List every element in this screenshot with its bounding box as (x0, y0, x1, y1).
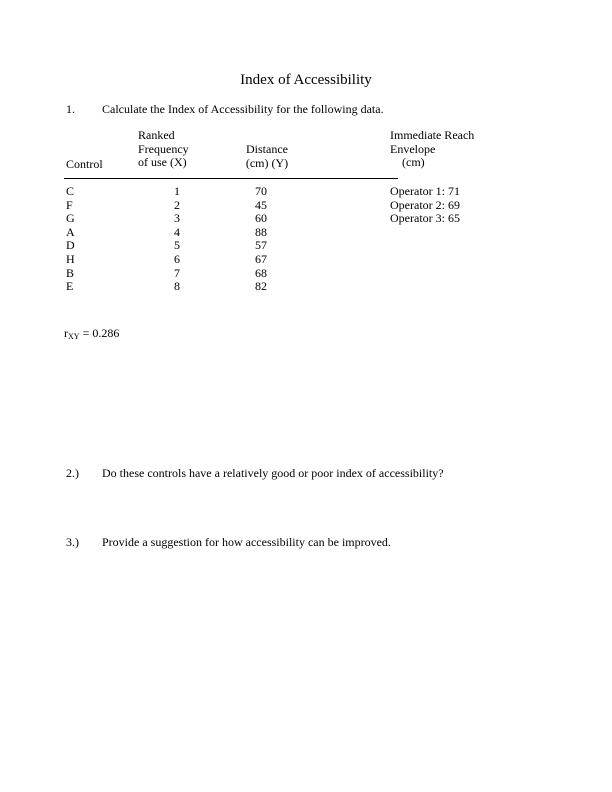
table-cell-distance: 82 (255, 279, 267, 294)
header-control: Control (66, 157, 103, 171)
table-cell-distance: 45 (255, 197, 267, 212)
table-cell-rank: 1 (174, 184, 180, 198)
table-cell-control: F (66, 197, 73, 212)
control-column (66, 185, 75, 294)
table-cell-rank: 3 (174, 211, 180, 226)
page-title: Index of Accessibility (240, 72, 372, 88)
table-cell-rank: 8 (174, 279, 180, 294)
table-cell-control: G (66, 211, 75, 226)
header-distance-line-2: (cm) (Y) (245, 155, 289, 170)
header-divider (64, 178, 398, 179)
table-cell-rank: 5 (174, 238, 180, 253)
distance-column (249, 185, 273, 294)
table-cell-rank: 6 (174, 251, 180, 266)
table-cell-distance: 88 (255, 224, 267, 239)
table-cell-distance: 60 (255, 211, 267, 226)
table-cell-rank: 4 (174, 224, 180, 239)
table-cell-control: E (66, 279, 74, 294)
table-cell-control: A (66, 224, 75, 239)
table-cell-distance: 67 (255, 251, 267, 266)
correlation-result (64, 326, 119, 341)
question-1-text: Calculate the Index of Accessibility for the following data. (102, 102, 384, 116)
question-1-number: 1. (66, 102, 75, 116)
header-distance-line-1: Distance (246, 142, 288, 156)
header-ranked-line-2: Frequency (138, 141, 189, 156)
operator-reach-value: Operator 3: 65 (390, 211, 460, 226)
table-cell-control: C (66, 184, 75, 198)
table-cell-rank: 7 (174, 265, 180, 280)
correlation-subscript: XY (68, 332, 80, 341)
table-cell-control: B (66, 265, 75, 280)
question-2-text: Do these controls have a relatively good or poor index of accessibility? (102, 466, 444, 480)
header-reach-line-3: (cm) (402, 155, 425, 170)
header-reach-line-2: Envelope (390, 141, 436, 156)
table-cell-distance: 57 (255, 238, 267, 253)
table-cell-control: H (66, 251, 75, 266)
table-cell-rank: 2 (174, 197, 180, 212)
question-3-text: Provide a suggestion for how accessibility can be improved. (102, 535, 391, 549)
table-cell-control: D (66, 238, 75, 253)
header-distance (236, 143, 298, 170)
correlation-symbol: r (64, 326, 68, 340)
header-reach-line-1: Immediate Reach (390, 128, 475, 142)
operator-reach-value: Operator 1: 71 (390, 184, 460, 198)
table-cell-distance: 70 (255, 184, 267, 198)
header-ranked-frequency (138, 129, 189, 170)
header-reach-envelope (390, 129, 474, 170)
header-ranked-line-3: of use (X) (138, 155, 187, 170)
operator-reach-list (390, 185, 460, 226)
question-2-number: 2.) (66, 466, 79, 480)
correlation-value: = 0.286 (79, 326, 120, 340)
operator-reach-value: Operator 2: 69 (390, 197, 460, 212)
rank-column (166, 185, 188, 294)
header-ranked-line-1: Ranked (138, 128, 175, 142)
question-3-number: 3.) (66, 535, 79, 549)
table-cell-distance: 68 (255, 265, 267, 280)
